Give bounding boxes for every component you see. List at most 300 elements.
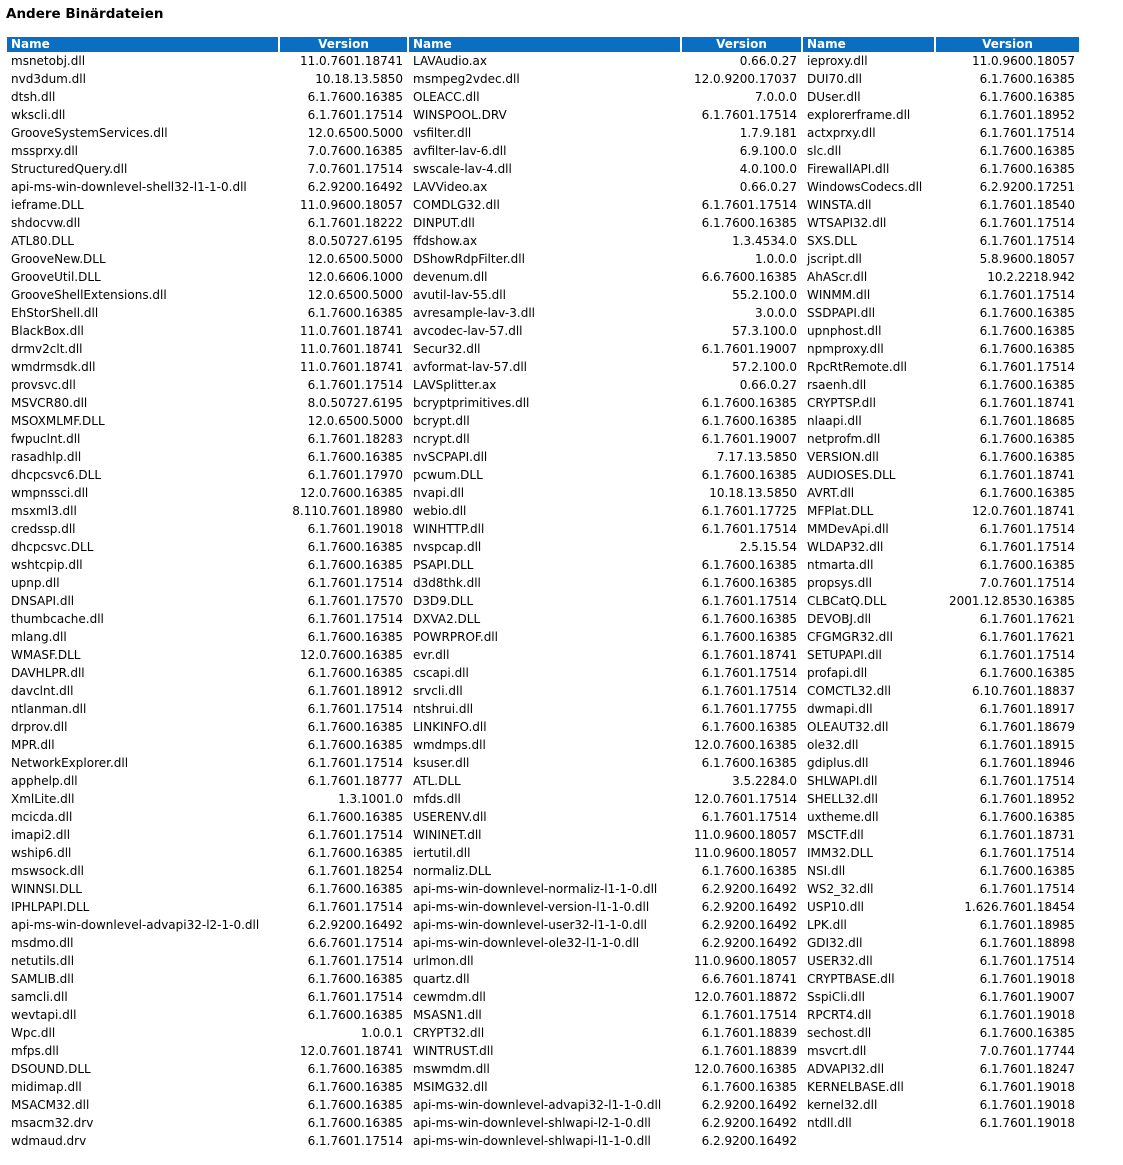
file-version-cell: 6.1.7601.18952	[979, 792, 1075, 806]
file-name-cell: ksuser.dll	[413, 756, 470, 770]
file-name-cell: DShowRdpFilter.dll	[413, 252, 525, 266]
table-row	[7, 358, 1079, 376]
table-row	[7, 772, 1079, 790]
file-name-cell: MPR.dll	[11, 738, 55, 752]
file-version-cell: 6.1.7600.16385	[307, 1080, 403, 1094]
table-row	[7, 628, 1079, 646]
file-version-cell: 6.1.7600.16385	[979, 324, 1075, 338]
table-row	[7, 502, 1079, 520]
file-name-cell: USP10.dll	[807, 900, 865, 914]
table-row	[7, 340, 1079, 358]
file-version-cell: 6.2.9200.16492	[701, 936, 797, 950]
file-version-cell: 6.1.7601.17514	[701, 810, 797, 824]
file-name-cell: imapi2.dll	[11, 828, 71, 842]
binary-files-table	[5, 37, 1081, 1150]
file-name-cell: LAVSplitter.ax	[413, 378, 497, 392]
file-version-cell: 6.1.7601.17755	[701, 702, 797, 716]
file-version-cell: 6.1.7601.19007	[701, 432, 797, 446]
file-name-cell: IPHLPAPI.DLL	[11, 900, 90, 914]
table-row	[7, 952, 1079, 970]
file-version-cell: 6.1.7600.16385	[701, 720, 797, 734]
table-body	[7, 52, 1079, 1150]
table-row	[7, 106, 1079, 124]
table-row	[7, 754, 1079, 772]
table-row	[7, 70, 1079, 88]
file-name-cell: LINKINFO.dll	[413, 720, 487, 734]
file-name-cell: WINTRUST.dll	[413, 1044, 494, 1058]
file-name-cell: LPK.dll	[807, 918, 847, 932]
table-row	[7, 430, 1079, 448]
file-name-cell: apphelp.dll	[11, 774, 78, 788]
table-row	[7, 556, 1079, 574]
table-row	[7, 394, 1079, 412]
file-version-cell: 6.1.7600.16385	[979, 90, 1075, 104]
file-version-cell: 6.2.9200.16492	[701, 882, 797, 896]
file-version-cell: 6.1.7601.17570	[307, 594, 403, 608]
file-name-cell: WINSTA.dll	[807, 198, 872, 212]
file-name-cell: evr.dll	[413, 648, 450, 662]
file-name-cell: CRYPT32.dll	[413, 1026, 485, 1040]
column-header-version: Version	[936, 37, 1079, 52]
file-version-cell: 6.1.7600.16385	[701, 756, 797, 770]
file-name-cell: bcrypt.dll	[413, 414, 470, 428]
file-version-cell: 2.5.15.54	[739, 540, 797, 554]
file-name-cell: ATL80.DLL	[11, 234, 74, 248]
file-version-cell: 6.1.7601.18915	[979, 738, 1075, 752]
file-name-cell: drprov.dll	[11, 720, 68, 734]
file-name-cell: VERSION.dll	[807, 450, 879, 464]
file-version-cell: 11.0.9600.18057	[693, 954, 797, 968]
file-version-cell: 6.1.7600.16385	[979, 306, 1075, 320]
file-version-cell: 6.1.7601.17514	[979, 126, 1075, 140]
file-name-cell: SETUPAPI.dll	[807, 648, 882, 662]
file-name-cell: ncrypt.dll	[413, 432, 470, 446]
file-version-cell: 7.0.7601.17514	[979, 576, 1075, 590]
file-name-cell: GDI32.dll	[807, 936, 863, 950]
file-version-cell: 6.1.7600.16385	[307, 972, 403, 986]
file-version-cell: 0.66.0.27	[739, 54, 797, 68]
file-version-cell: 12.0.7601.18741	[299, 1044, 403, 1058]
file-version-cell: 12.0.7600.16385	[299, 486, 403, 500]
file-version-cell: 11.0.9600.18057	[693, 828, 797, 842]
file-name-cell: sechost.dll	[807, 1026, 872, 1040]
table-row	[7, 844, 1079, 862]
file-name-cell: upnp.dll	[11, 576, 60, 590]
file-version-cell: 6.2.9200.17251	[979, 180, 1075, 194]
table-row	[7, 142, 1079, 160]
file-version-cell: 55.2.100.0	[732, 288, 797, 302]
file-version-cell: 6.1.7601.17725	[701, 504, 797, 518]
file-name-cell: D3D9.DLL	[413, 594, 474, 608]
file-version-cell: 6.1.7600.16385	[979, 378, 1075, 392]
file-name-cell: AhAScr.dll	[807, 270, 868, 284]
file-version-cell: 6.2.9200.16492	[307, 918, 403, 932]
file-name-cell: LAVVideo.ax	[413, 180, 488, 194]
file-name-cell: DXVA2.DLL	[413, 612, 481, 626]
file-version-cell: 12.0.7600.16385	[693, 738, 797, 752]
file-name-cell: uxtheme.dll	[807, 810, 879, 824]
file-version-cell: 2001.12.8530.16385	[949, 594, 1075, 608]
table-header-row	[7, 37, 1079, 52]
file-name-cell: avformat-lav-57.dll	[413, 360, 527, 374]
file-version-cell: 11.0.7601.18741	[299, 360, 403, 374]
file-version-cell: 6.1.7601.17514	[979, 540, 1075, 554]
file-version-cell: 3.0.0.0	[755, 306, 797, 320]
file-version-cell: 6.1.7601.17514	[307, 756, 403, 770]
table-row	[7, 664, 1079, 682]
file-version-cell: 7.17.13.5850	[716, 450, 797, 464]
file-name-cell: msacm32.drv	[11, 1116, 94, 1130]
file-version-cell: 6.1.7601.17514	[979, 648, 1075, 662]
file-name-cell: nvSCPAPI.dll	[413, 450, 488, 464]
file-version-cell: 6.1.7601.18741	[979, 396, 1075, 410]
file-name-cell: MMDevApi.dll	[807, 522, 889, 536]
file-version-cell: 6.1.7601.17621	[979, 612, 1075, 626]
file-version-cell: 11.0.7601.18741	[299, 342, 403, 356]
file-name-cell: mssprxy.dll	[11, 144, 79, 158]
file-version-cell: 6.1.7600.16385	[979, 666, 1075, 680]
file-name-cell: bcryptprimitives.dll	[413, 396, 530, 410]
file-name-cell: avutil-lav-55.dll	[413, 288, 506, 302]
table-row	[7, 412, 1079, 430]
file-name-cell: MSASN1.dll	[413, 1008, 482, 1022]
file-version-cell: 1.0.0.1	[361, 1026, 403, 1040]
file-name-cell: OLEAUT32.dll	[807, 720, 889, 734]
file-name-cell: SspiCli.dll	[807, 990, 865, 1004]
file-name-cell: MSOXMLMF.DLL	[11, 414, 105, 428]
file-version-cell: 6.1.7601.17514	[701, 198, 797, 212]
file-version-cell: 3.5.2284.0	[732, 774, 797, 788]
file-name-cell: api-ms-win-downlevel-advapi32-l1-1-0.dll	[413, 1098, 662, 1112]
file-name-cell: WINNSI.DLL	[11, 882, 82, 896]
file-version-cell: 6.1.7600.16385	[701, 576, 797, 590]
file-name-cell: OLEACC.dll	[413, 90, 480, 104]
file-version-cell: 6.1.7601.17514	[701, 1008, 797, 1022]
file-name-cell: wkscli.dll	[11, 108, 66, 122]
file-name-cell: ieframe.DLL	[11, 198, 84, 212]
file-version-cell: 6.1.7600.16385	[307, 1098, 403, 1112]
file-name-cell: CLBCatQ.DLL	[807, 594, 887, 608]
table-row	[7, 682, 1079, 700]
file-name-cell: MSCTF.dll	[807, 828, 864, 842]
file-name-cell: SXS.DLL	[807, 234, 857, 248]
file-version-cell: 6.2.9200.16492	[701, 1134, 797, 1148]
table-row	[7, 448, 1079, 466]
file-name-cell: SHLWAPI.dll	[807, 774, 878, 788]
table-row	[7, 808, 1079, 826]
file-name-cell: iertutil.dll	[413, 846, 471, 860]
file-version-cell: 6.1.7601.17514	[979, 882, 1075, 896]
file-version-cell: 6.2.9200.16492	[701, 900, 797, 914]
file-name-cell: msxml3.dll	[11, 504, 77, 518]
file-name-cell: GrooveUtil.DLL	[11, 270, 101, 284]
file-name-cell: avcodec-lav-57.dll	[413, 324, 523, 338]
file-name-cell: dhcpcsvc6.DLL	[11, 468, 102, 482]
file-name-cell: GrooveShellExtensions.dll	[11, 288, 167, 302]
file-version-cell: 6.1.7600.16385	[701, 216, 797, 230]
file-name-cell: DUser.dll	[807, 90, 861, 104]
file-version-cell: 0.66.0.27	[739, 378, 797, 392]
file-version-cell: 6.1.7601.19018	[979, 1008, 1075, 1022]
file-version-cell: 12.0.6500.5000	[307, 414, 403, 428]
file-version-cell: 6.1.7601.18898	[979, 936, 1075, 950]
table-row	[7, 718, 1079, 736]
file-version-cell: 6.1.7601.17514	[979, 954, 1075, 968]
file-version-cell: 6.1.7600.16385	[307, 450, 403, 464]
file-version-cell: 6.1.7601.18540	[979, 198, 1075, 212]
file-version-cell: 6.1.7600.16385	[979, 486, 1075, 500]
table-row	[7, 214, 1079, 232]
file-name-cell: gdiplus.dll	[807, 756, 869, 770]
file-version-cell: 8.0.50727.6195	[307, 396, 403, 410]
file-version-cell: 10.18.13.5850	[315, 72, 403, 86]
table-row	[7, 52, 1079, 70]
file-name-cell: swscale-lav-4.dll	[413, 162, 512, 176]
file-name-cell: WINMM.dll	[807, 288, 871, 302]
file-version-cell: 6.1.7601.19007	[979, 990, 1075, 1004]
table-row	[7, 826, 1079, 844]
table-row	[7, 1078, 1079, 1096]
file-name-cell: DNSAPI.dll	[11, 594, 75, 608]
file-version-cell: 6.1.7600.16385	[701, 630, 797, 644]
table-row	[7, 916, 1079, 934]
file-name-cell: StructuredQuery.dll	[11, 162, 128, 176]
column-header-name: Name	[409, 37, 680, 52]
file-name-cell: api-ms-win-downlevel-normaliz-l1-1-0.dll	[413, 882, 658, 896]
file-name-cell: netutils.dll	[11, 954, 75, 968]
file-version-cell: 6.1.7601.18839	[701, 1044, 797, 1058]
file-name-cell: credssp.dll	[11, 522, 76, 536]
table-row	[7, 88, 1079, 106]
file-name-cell: normaliz.DLL	[413, 864, 492, 878]
file-name-cell: msnetobj.dll	[11, 54, 86, 68]
file-name-cell: fwpuclnt.dll	[11, 432, 81, 446]
file-version-cell: 6.1.7600.16385	[307, 1116, 403, 1130]
table-row	[7, 484, 1079, 502]
file-version-cell: 4.0.100.0	[739, 162, 797, 176]
file-name-cell: COMCTL32.dll	[807, 684, 891, 698]
file-version-cell: 6.1.7600.16385	[979, 144, 1075, 158]
file-version-cell: 6.1.7600.16385	[307, 558, 403, 572]
file-version-cell: 6.1.7601.18912	[307, 684, 403, 698]
table-row	[7, 1042, 1079, 1060]
file-name-cell: SHELL32.dll	[807, 792, 878, 806]
file-version-cell: 12.0.6500.5000	[307, 126, 403, 140]
file-name-cell: SSDPAPI.dll	[807, 306, 876, 320]
file-version-cell: 6.1.7601.18741	[701, 648, 797, 662]
file-name-cell: avfilter-lav-6.dll	[413, 144, 507, 158]
file-name-cell: XmlLite.dll	[11, 792, 75, 806]
file-version-cell: 10.18.13.5850	[709, 486, 797, 500]
file-version-cell: 6.1.7600.16385	[701, 1080, 797, 1094]
file-name-cell: nvspcap.dll	[413, 540, 482, 554]
file-name-cell: avresample-lav-3.dll	[413, 306, 535, 320]
file-version-cell: 12.0.6500.5000	[307, 252, 403, 266]
table-row	[7, 286, 1079, 304]
file-version-cell: 6.1.7601.18685	[979, 414, 1075, 428]
column-header-version: Version	[682, 37, 801, 52]
file-name-cell: wship6.dll	[11, 846, 72, 860]
file-name-cell: MFPlat.DLL	[807, 504, 874, 518]
file-version-cell: 6.1.7601.18254	[307, 864, 403, 878]
file-name-cell: netprofm.dll	[807, 432, 881, 446]
file-version-cell: 6.1.7601.19018	[979, 1080, 1075, 1094]
table-row	[7, 700, 1079, 718]
table-row	[7, 988, 1079, 1006]
file-name-cell: upnphost.dll	[807, 324, 882, 338]
file-name-cell: NetworkExplorer.dll	[11, 756, 129, 770]
file-version-cell: 12.0.7600.16385	[693, 1062, 797, 1076]
file-name-cell: msdmo.dll	[11, 936, 74, 950]
file-name-cell	[803, 1132, 934, 1150]
file-name-cell: propsys.dll	[807, 576, 872, 590]
file-name-cell: MSACM32.dll	[11, 1098, 90, 1112]
file-version-cell: 6.1.7601.17514	[979, 774, 1075, 788]
file-name-cell: npmproxy.dll	[807, 342, 884, 356]
file-version-cell: 6.1.7600.16385	[979, 162, 1075, 176]
file-version-cell: 6.1.7600.16385	[307, 810, 403, 824]
file-name-cell: BlackBox.dll	[11, 324, 84, 338]
table-row	[7, 376, 1079, 394]
file-version-cell: 7.0.0.0	[755, 90, 797, 104]
file-name-cell: d3d8thk.dll	[413, 576, 481, 590]
table-row	[7, 862, 1079, 880]
file-version-cell: 6.1.7601.19007	[701, 342, 797, 356]
file-version-cell: 6.1.7600.16385	[307, 882, 403, 896]
file-name-cell: FirewallAPI.dll	[807, 162, 890, 176]
file-name-cell: api-ms-win-downlevel-shlwapi-l2-1-0.dll	[413, 1116, 651, 1130]
file-version-cell: 6.1.7600.16385	[701, 468, 797, 482]
file-name-cell: ieproxy.dll	[807, 54, 868, 68]
file-name-cell: api-ms-win-downlevel-version-l1-1-0.dll	[413, 900, 650, 914]
file-version-cell: 6.1.7600.16385	[979, 558, 1075, 572]
file-version-cell: 1.7.9.181	[739, 126, 797, 140]
file-version-cell: 6.1.7601.18917	[979, 702, 1075, 716]
file-version-cell: 12.0.6606.1000	[307, 270, 403, 284]
file-version-cell: 6.1.7601.17514	[701, 522, 797, 536]
file-name-cell: dhcpcsvc.DLL	[11, 540, 94, 554]
table-row	[7, 1114, 1079, 1132]
file-version-cell: 6.1.7600.16385	[307, 666, 403, 680]
file-name-cell: actxprxy.dll	[807, 126, 876, 140]
table-row	[7, 610, 1079, 628]
file-name-cell: ADVAPI32.dll	[807, 1062, 885, 1076]
file-version-cell: 57.3.100.0	[732, 324, 797, 338]
file-name-cell: USERENV.dll	[413, 810, 487, 824]
file-name-cell: nvd3dum.dll	[11, 72, 86, 86]
file-name-cell: Wpc.dll	[11, 1026, 56, 1040]
file-version-cell: 6.1.7601.17970	[307, 468, 403, 482]
file-name-cell: WS2_32.dll	[807, 882, 874, 896]
file-name-cell: webio.dll	[413, 504, 467, 518]
file-version-cell: 6.1.7601.18679	[979, 720, 1075, 734]
file-version-cell: 6.10.7601.18837	[971, 684, 1075, 698]
table-row	[7, 268, 1079, 286]
file-version-cell: 6.1.7601.17621	[979, 630, 1075, 644]
file-version-cell: 6.1.7600.16385	[979, 864, 1075, 878]
file-version-cell: 6.1.7601.17514	[701, 594, 797, 608]
file-name-cell: vsfilter.dll	[413, 126, 472, 140]
file-name-cell: POWRPROF.dll	[413, 630, 498, 644]
file-name-cell: samcli.dll	[11, 990, 68, 1004]
file-name-cell: KERNELBASE.dll	[807, 1080, 904, 1094]
file-version-cell: 1.0.0.0	[755, 252, 797, 266]
table-row	[7, 250, 1079, 268]
file-version-cell: 6.1.7601.17514	[307, 954, 403, 968]
file-version-cell: 6.1.7600.16385	[307, 738, 403, 752]
file-version-cell: 6.1.7601.18283	[307, 432, 403, 446]
file-name-cell: rasadhlp.dll	[11, 450, 82, 464]
file-version-cell: 6.1.7601.18839	[701, 1026, 797, 1040]
file-name-cell: WMASF.DLL	[11, 648, 81, 662]
file-name-cell: jscript.dll	[807, 252, 862, 266]
table-row	[7, 880, 1079, 898]
file-name-cell: ntlanman.dll	[11, 702, 87, 716]
file-version-cell: 12.0.7601.18872	[693, 990, 797, 1004]
file-version-cell: 6.1.7601.17514	[979, 234, 1075, 248]
table-row	[7, 898, 1079, 916]
file-name-cell: SAMLIB.dll	[11, 972, 74, 986]
file-name-cell: mswsock.dll	[11, 864, 84, 878]
file-name-cell: rsaenh.dll	[807, 378, 867, 392]
file-name-cell: wevtapi.dll	[11, 1008, 77, 1022]
file-version-cell: 10.2.2218.942	[987, 270, 1075, 284]
file-name-cell: WLDAP32.dll	[807, 540, 884, 554]
file-name-cell: pcwum.DLL	[413, 468, 483, 482]
file-name-cell: shdocvw.dll	[11, 216, 81, 230]
file-name-cell: slc.dll	[807, 144, 842, 158]
file-version-cell: 6.1.7601.19018	[979, 1116, 1075, 1130]
file-version-cell: 6.1.7600.16385	[979, 432, 1075, 446]
file-name-cell: GrooveSystemServices.dll	[11, 126, 168, 140]
file-version-cell: 6.1.7601.18222	[307, 216, 403, 230]
file-version-cell: 6.1.7601.17514	[307, 378, 403, 392]
file-name-cell: dwmapi.dll	[807, 702, 873, 716]
file-name-cell: urlmon.dll	[413, 954, 474, 968]
file-name-cell: msmpeg2vdec.dll	[413, 72, 520, 86]
table-row	[7, 736, 1079, 754]
table-row	[7, 520, 1079, 538]
file-name-cell: provsvc.dll	[11, 378, 76, 392]
file-name-cell: mswmdm.dll	[413, 1062, 490, 1076]
file-version-cell: 6.1.7600.16385	[701, 864, 797, 878]
file-name-cell: MSVCR80.dll	[11, 396, 88, 410]
file-version-cell: 6.1.7601.17514	[701, 666, 797, 680]
file-name-cell: RpcRtRemote.dll	[807, 360, 907, 374]
file-name-cell: Secur32.dll	[413, 342, 481, 356]
file-version-cell: 6.1.7601.19018	[979, 972, 1075, 986]
table-row	[7, 970, 1079, 988]
table-row	[7, 934, 1079, 952]
file-version-cell: 1.3.1001.0	[338, 792, 403, 806]
file-name-cell: cewmdm.dll	[413, 990, 486, 1004]
file-version-cell: 11.0.7601.18741	[299, 324, 403, 338]
file-name-cell: devenum.dll	[413, 270, 488, 284]
column-header-name: Name	[803, 37, 934, 52]
file-version-cell: 0.66.0.27	[739, 180, 797, 194]
file-version-cell: 6.1.7601.18946	[979, 756, 1075, 770]
file-version-cell: 7.0.7601.17744	[979, 1044, 1075, 1058]
file-version-cell: 5.8.9600.18057	[979, 252, 1075, 266]
file-version-cell: 6.2.9200.16492	[307, 180, 403, 194]
file-name-cell: WINSPOOL.DRV	[413, 108, 507, 122]
file-version-cell: 6.6.7601.17514	[307, 936, 403, 950]
table-row	[7, 790, 1079, 808]
file-name-cell: WTSAPI32.dll	[807, 216, 887, 230]
file-name-cell: api-ms-win-downlevel-shlwapi-l1-1-0.dll	[413, 1134, 651, 1148]
file-version-cell: 6.6.7600.16385	[701, 270, 797, 284]
file-version-cell: 6.2.9200.16492	[701, 1116, 797, 1130]
